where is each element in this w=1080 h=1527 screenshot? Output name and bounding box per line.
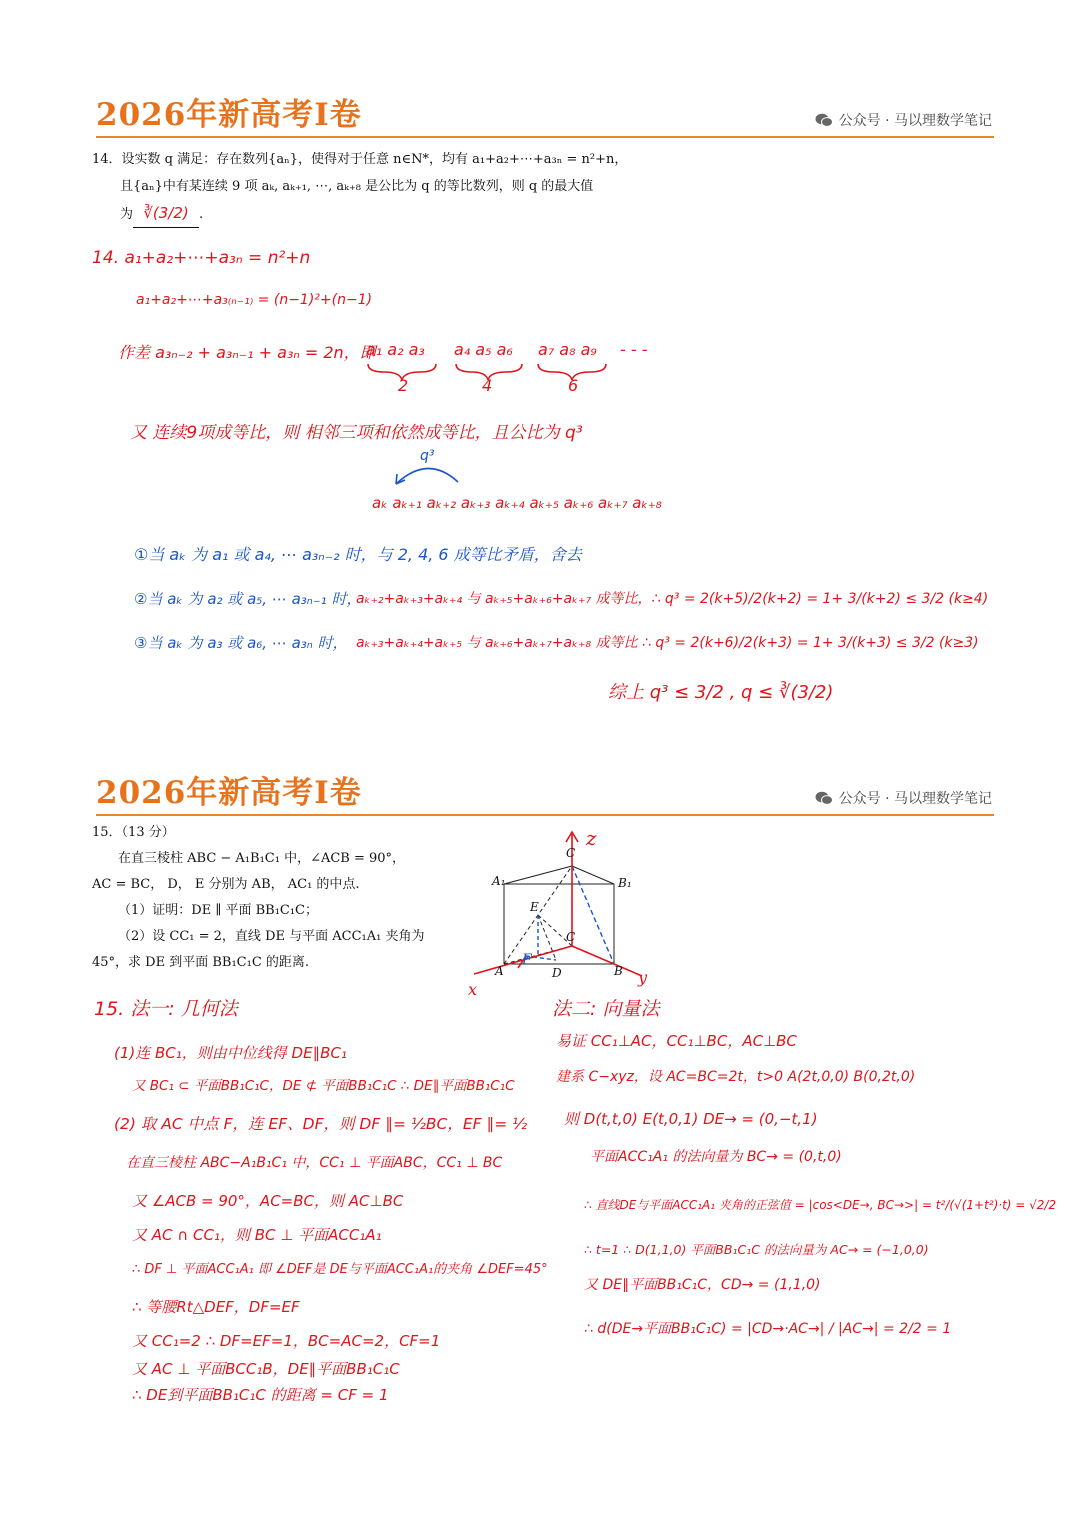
q14-case2-cond: ②当 aₖ 为 a₂ 或 a₅, ⋯ a₃ₙ₋₁ 时， [134,590,362,608]
brand [815,110,992,130]
q15-left-l9: 又 CC₁=2 ∴ DF=EF=1，BC=AC=2，CF=1 [132,1332,441,1350]
exam-title-2: 2026年新高考I卷 [96,775,362,811]
q15-problem [92,820,424,976]
q15-left-l1: (1)连 BC₁，则由中位线得 DE∥BC₁ [114,1044,347,1062]
q15-left-l4: 在直三棱柱 ABC−A₁B₁C₁ 中，CC₁ ⊥ 平面ABC，CC₁ ⊥ BC [126,1155,503,1171]
wechat-icon [815,113,833,127]
q14-problem [92,146,627,228]
q15-left-l10: 又 AC ⊥ 平面BCC₁B，DE∥平面BB₁C₁C [132,1360,400,1378]
q15-left-l6: 又 AC ∩ CC₁，则 BC ⊥ 平面ACC₁A₁ [132,1226,382,1244]
q14-line1: 14．设实数 q 满足：存在数列{aₙ}，使得对于任意 n∈N*，均有 a₁+a₂+⋯+a₃ₙ = n²+n， [92,152,628,167]
q14-line3-prefix: 为 [120,207,134,222]
label-A: A [495,964,504,978]
q14-q3-label: q³ [420,448,435,464]
brand-text-2: 公众号 · 马以理数学笔记 [838,791,992,807]
q14-sum-3: 6 [568,376,579,395]
q14-hw-line1: 14. a₁+a₂+⋯+a₃ₙ = n²+n [92,248,311,268]
q14-conclusion: 综上 q³ ≤ 3/2 , q ≤ ∛(3/2) [608,682,834,703]
q15-right-l4: 平面ACC₁A₁ 的法向量为 BC→ = (0,t,0) [590,1149,842,1165]
q15-line4: （1）证明：DE ∥ 平面 BB₁C₁C； [118,903,319,918]
q14-hw-line2: a₁+a₂+⋯+a₃₍ₙ₋₁₎ = (n−1)²+(n−1) [136,292,373,308]
q14-sum-2: 4 [482,376,493,395]
label-E: E [530,900,539,914]
page-header-2 [96,774,994,816]
q15-right-l2: 建系 C−xyz，设 AC=BC=2t，t>0 A(2t,0,0) B(0,2t,0) [556,1069,916,1085]
q15-left-l11: ∴ DE到平面BB₁C₁C 的距离 = CF = 1 [132,1386,389,1404]
q15-line6: 45°，求 DE 到平面 BB₁C₁C 的距离. [92,955,310,970]
q14-case3-result: aₖ₊₃+aₖ₊₄+aₖ₊₅ 与 aₖ₊₆+aₖ₊₇+aₖ₊₈ 成等比 ∴ q³ = 2(k+6)/2(k+3) = 1+ 3/(k+3) ≤ 3/2 (k≥3) [356,635,979,651]
q15-right-l7: 又 DE∥平面BB₁C₁C，CD→ = (1,1,0) [584,1277,821,1293]
q14-group-1: a₁ a₂ a₃ [366,340,425,359]
q14-line2: 且{aₙ}中有某连续 9 项 aₖ, aₖ₊₁, ⋯, aₖ₊₈ 是公比为 q 的等比数列，则 q 的最大值 [120,179,594,194]
q15-right-l5: ∴ 直线DE与平面ACC₁A₁ 夹角的正弦值 = |cos<DE→, BC→>| = t²/(√(1+t²)·t) = √2/2 [584,1198,1057,1212]
q14-answer: ∛(3/2) [133,200,199,228]
q14-line3 [92,200,627,228]
q14-case3-cond: ③当 aₖ 为 a₃ 或 a₆, ⋯ a₃ₙ 时， [134,634,348,652]
q14-hw-line3: 作差 a₃ₙ₋₂ + a₃ₙ₋₁ + a₃ₙ = 2n，即 [118,343,376,362]
q14-group-3: a₇ a₈ a₉ [538,340,597,359]
q15-right-l1: 易证 CC₁⊥AC，CC₁⊥BC，AC⊥BC [556,1032,797,1050]
q15-left-l2: 又 BC₁ ⊂ 平面BB₁C₁C，DE ⊄ 平面BB₁C₁C ∴ DE∥平面BB₁C₁C [132,1078,515,1094]
q15-left-l8: ∴ 等腰Rt△DEF，DF=EF [132,1298,300,1316]
label-F: F [522,952,532,968]
brand-text: 公众号 · 马以理数学笔记 [838,113,992,129]
q15-line2: 在直三棱柱 ABC − A₁B₁C₁ 中，∠ACB = 90°， [118,851,406,866]
label-C: C [566,930,576,944]
q14-sum-1: 2 [398,376,409,395]
q15-line1: 15．（13 分） [92,825,175,840]
q15-line5: （2）设 CC₁ = 2，直线 DE 与平面 ACC₁A₁ 夹角为 [118,929,425,944]
label-x: x [468,980,478,999]
q14-case2-result: aₖ₊₂+aₖ₊₃+aₖ₊₄ 与 aₖ₊₅+aₖ₊₆+aₖ₊₇ 成等比，∴ q³ = 2(k+5)/2(k+2) = 1+ 3/(k+2) ≤ 3/2 (k≥4) [356,591,989,607]
page-header [96,96,994,138]
q15-right-title: 法二: 向量法 [552,998,660,1020]
q14-hw-line4: 又 连续9项成等比，则 相邻三项和依然成等比，且公比为 q³ [130,423,583,443]
label-B1: B₁ [618,876,632,890]
q14-terms: aₖ aₖ₊₁ aₖ₊₂ aₖ₊₃ aₖ₊₄ aₖ₊₅ aₖ₊₆ aₖ₊₇ aₖ₊₈ [372,494,662,512]
q15-right-l3: 则 D(t,t,0) E(t,0,1) DE→ = (0,−t,1) [564,1110,818,1128]
label-C1: C [566,846,576,860]
q14-group-ellipsis: - - - [620,340,648,359]
label-A1: A₁ [492,874,506,888]
q15-line3: AC = BC， D， E 分别为 AB， AC₁ 的中点. [92,877,360,892]
q15-left-title: 15. 法一: 几何法 [94,998,238,1020]
q14-case1: ①当 aₖ 为 a₁ 或 a₄, ⋯ a₃ₙ₋₂ 时，与 2, 4, 6 成等比矛盾，舍去 [134,545,582,564]
label-B: B [614,964,623,978]
label-D: D [552,966,562,980]
q14-line3-suffix: . [199,207,204,222]
label-y: y [638,968,648,987]
q15-left-l5: 又 ∠ACB = 90°，AC=BC，则 AC⊥BC [132,1192,404,1210]
q15-left-l7: ∴ DF ⊥ 平面ACC₁A₁ 即 ∠DEF是 DE与平面ACC₁A₁的夹角 ∠DEF=45° [132,1262,548,1277]
q14-group-2: a₄ a₅ a₆ [454,340,513,359]
label-z: z [586,826,597,850]
q15-left-l3: (2) 取 AC 中点 F，连 EF、DF，则 DF ∥= ½BC，EF ∥= ½ [114,1115,528,1133]
brand-2 [815,788,992,808]
q15-right-l6: ∴ t=1 ∴ D(1,1,0) 平面BB₁C₁C 的法向量为 AC→ = (−1,0,0) [584,1242,929,1257]
q15-right-l8: ∴ d(DE→平面BB₁C₁C) = |CD→·AC→| / |AC→| = 2/2 = 1 [584,1321,952,1337]
exam-title: 2026年新高考I卷 [96,97,362,133]
wechat-icon [815,791,833,805]
